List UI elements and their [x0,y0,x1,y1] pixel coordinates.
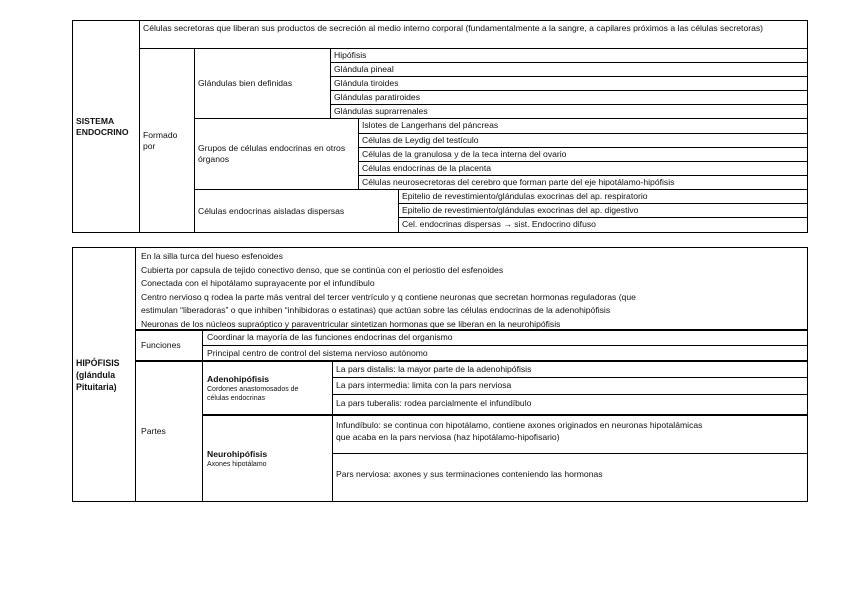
parts-label-text: Partes [141,426,166,436]
adenohypophysis-subtitle: células endocrinas [207,394,265,402]
parts-label [136,362,202,501]
cell-groups-text: Grupos de células endocrinas en otros órganos [198,143,346,164]
pars-nervosa-text: Pars nerviosa: axones y sus terminaciones conteniendo las hormonas [336,468,603,479]
formed-by-label [140,49,194,232]
infundibulum-line: Infundíbulo: se continua con hipotálamo, contiene axones originados en neuronas hipotalámicas [336,420,703,430]
pituitary-label-line: (glándula [76,369,116,380]
description-line: En la silla turca del hueso esfenoides [141,251,283,261]
functions-label [136,331,202,360]
description-line: estimulan “liberadoras” o que inhiben “inhibidoras o estatinas) que actúan sobre las células endocrinas de la adenohipófisis [141,305,611,316]
formed-by-text: Formado por [143,129,178,151]
cell-group-item: Células de Leydig del testículo [362,135,479,145]
function-item: Principal centro de control del sistema nervioso autónomo [207,348,428,358]
pituitary-label-line: Pituitaria) [76,381,117,392]
gland-item: Glándula tiroides [334,78,399,88]
isolated-item: Cel. endocrinas dispersas → sist. Endocrino difuso [402,219,596,229]
system-label-text: SISTEMA ENDOCRINO [76,115,129,137]
description-line: Neuronas de los núcleos supraóptico y paraventricular sintetizan hormonas que se liberan en la neurohipófisis [141,318,561,329]
neurohypophysis-subtitle: Axones hipotálamo [207,460,267,468]
pars-nervosa-item [333,454,807,494]
gland-item: Glándulas paratiroides [334,92,420,102]
isolated-item: Epitelio de revestimiento/glándulas exocrinas del ap. digestivo [402,205,639,215]
adenohypophysis-subtitle: Cordones anastomosados de [207,385,299,393]
gland-item: Glándulas suprarrenales [334,106,428,116]
function-item: Coordinar la mayoría de las funciones endocrinas del organismo [207,332,453,342]
cell-group-item: Células de la granulosa y de la teca interna del ovario [362,149,567,159]
functions-label-text: Funciones [141,340,181,350]
isolated-cells-text: Células endocrinas aisladas dispersas [198,205,345,216]
cell-group-item: Islotes de Langerhans del páncreas [362,120,499,130]
well-defined-glands-label [195,49,330,118]
adeno-part-item: La pars intermedia: limita con la pars nerviosa [336,380,512,390]
well-defined-glands-text: Glándulas bien definidas [198,78,293,88]
pituitary-label [73,248,135,501]
cell-groups-label [195,119,357,189]
isolated-cells-label [195,190,398,232]
infundibulum-item [333,417,807,453]
cell-group-item: Células endocrinas de la placenta [362,163,491,173]
adenohypophysis-label [203,362,332,414]
cell-group-item: Células neurosecretoras del cerebro que forman parte del eje hipotálamo-hipófisis [362,177,675,187]
pituitary-description-block [136,249,807,329]
infundibulum-line: que acaba en la pars nerviosa (haz hipotálamo-hipofisario) [336,432,560,442]
description-line: Conectada con el hipotálamo suprayacente por el infundíbulo [141,278,375,289]
adeno-part-item: La pars tuberalis: rodea parcialmente el infundíbulo [336,398,532,408]
gland-item: Hipófisis [334,50,367,60]
isolated-item: Epitelio de revestimiento/glándulas exocrinas del ap. respiratorio [402,191,648,201]
gland-item: Glándula pineal [334,64,394,74]
neurohypophysis-label [203,416,332,501]
pituitary-label-line: HIPÓFISIS [76,357,120,368]
neurohypophysis-title: Neurohipófisis [207,448,268,459]
adenohypophysis-title: Adenohipófisis [207,373,270,384]
system-definition [140,21,807,48]
system-label [73,21,139,232]
system-definition-text: Células secretoras que liberan sus productos de secreción al medio interno corporal (fundamentalmente a la sangre, a capilares próximos a las células secretoras) [143,23,764,33]
description-line: Centro nervioso q rodea la parte más ventral del tercer ventrículo y q contiene neuronas que secretan hormonas reguladoras (que [141,291,636,302]
description-line: Cubierta por capsula de tejido conectivo denso, que se continúa con el periostio del esfenoides [141,264,504,275]
adeno-part-item: La pars distalis: la mayor parte de la adenohipófisis [336,364,532,374]
